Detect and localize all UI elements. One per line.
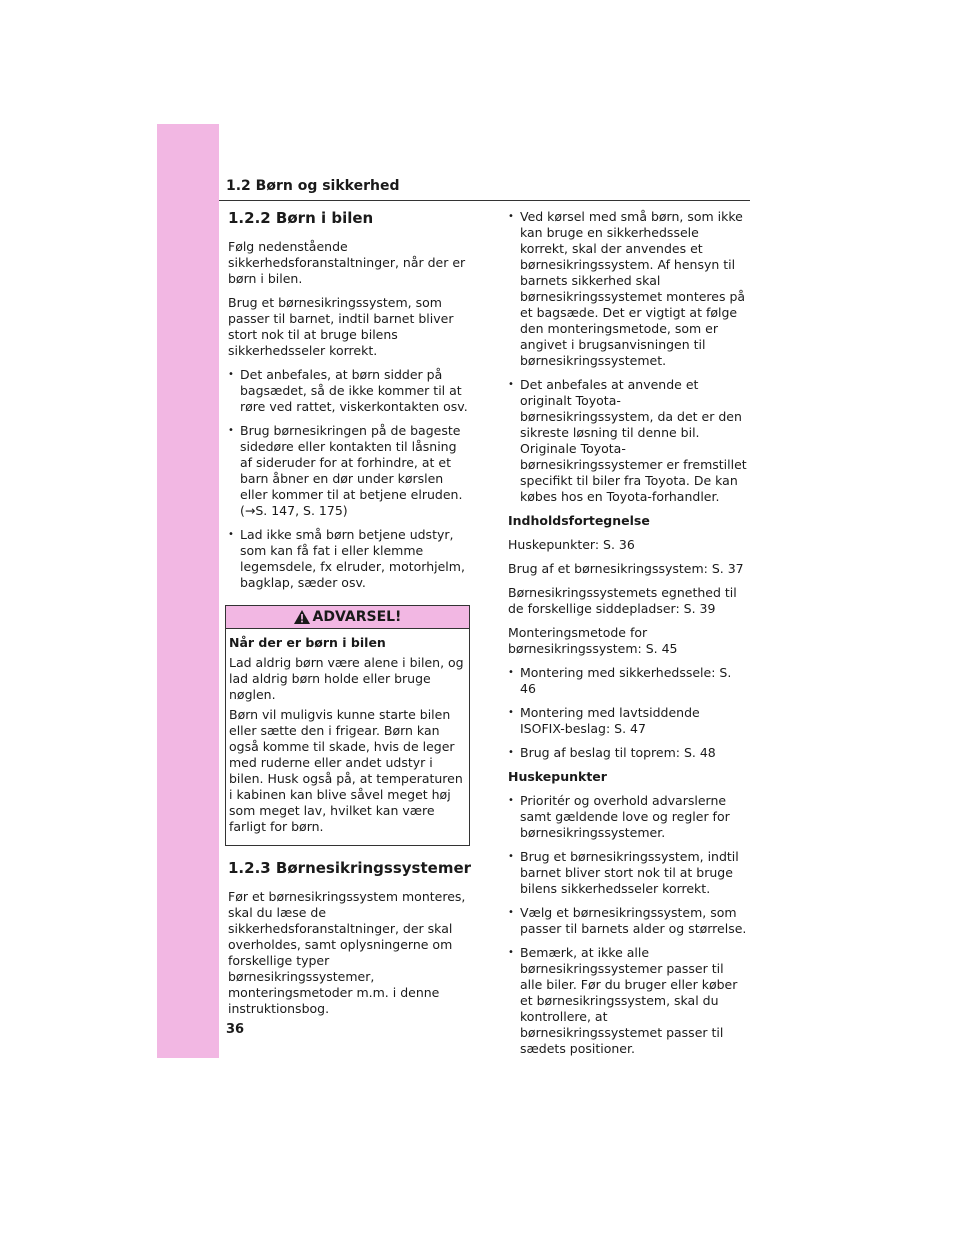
warning-text: Lad aldrig børn være alene i bilen, og lad aldrig børn holde eller bruge nøglen. bbox=[229, 655, 464, 702]
intro-paragraph-2: Brug et børnesikringssystem, som passer til barnet, indtil barnet bliver stort nok til at bruge bilens sikkerhedsseler korrekt. bbox=[228, 295, 454, 358]
toc-entry: Brug af et børnesikringssystem: S. 37 bbox=[508, 561, 744, 576]
warning-text: Børn vil muligvis kunne starte bilen eller sætte den i frigear. Børn kan også komme til skade, hvis de leger med ruderne eller andet udstyr i bilen. Husk også på, at temperaturen i kabinen kan blive såvel meget høj som meget lav, hvilket kan være farligt for børn. bbox=[229, 707, 463, 834]
toc-entry: Monteringsmetode for børnesikringssystem: S. 45 bbox=[508, 625, 678, 656]
list-item: • Brug et børnesikringssystem, indtil barnet bliver stort nok til at bruge bilens sikkerhedsseler korrekt. bbox=[508, 849, 748, 897]
list-item: • Bemærk, at ikke alle børnesikringssystemer passer til alle biler. Før du bruger eller køber et børnesikringssystem, skal du kontrollere, at børnesikringssystemet passer til sædets positioner. bbox=[508, 945, 748, 1057]
warning-header bbox=[226, 606, 469, 629]
right-bullet-list bbox=[508, 209, 748, 505]
warning-box bbox=[225, 605, 470, 846]
page-number: 36 bbox=[226, 1022, 245, 1037]
intro-paragraph: Følg nedenstående sikkerhedsforanstaltninger, når der er børn i bilen. bbox=[228, 239, 466, 286]
toc-title: Indholdsfortegnelse bbox=[508, 513, 650, 528]
section-title-born-i-bilen: 1.2.2 Børn i bilen bbox=[228, 209, 374, 227]
list-item: • Det anbefales, at børn sidder på bagsædet, så de ikke kommer til at røre ved rattet, viskerkontakten osv. bbox=[228, 367, 472, 415]
huskepunkter-title: Huskepunkter bbox=[508, 769, 607, 784]
toc-entry: Huskepunkter: S. 36 bbox=[508, 537, 635, 552]
warning-subtitle: Når der er børn i bilen bbox=[229, 635, 386, 650]
list-item: • Vælg et børnesikringssystem, som passer til barnets alder og størrelse. bbox=[508, 905, 748, 937]
toc-bullet-list bbox=[508, 665, 748, 761]
list-item: • Brug af beslag til toprem: S. 48 bbox=[508, 745, 748, 761]
list-item: • Brug børnesikringen på de bageste sidedøre eller kontakten til låsning af sideruder for at forhindre, at et barn åbner en dør under kørslen eller kommer til at betjene elruden. (→S. 147, S. 175) bbox=[228, 423, 472, 519]
section-title-bornesikringssystemer: 1.2.3 Børnesikringssystemer bbox=[228, 859, 472, 877]
header-rule bbox=[219, 200, 750, 201]
left-bullet-list bbox=[228, 367, 472, 591]
right-column bbox=[508, 209, 748, 1065]
list-item: • Ved kørsel med små børn, som ikke kan bruge en sikkerhedssele korrekt, skal der anvendes et børnesikringssystem. Af hensyn til barnets sikkerhed skal børnesikringssystemet monteres på et bagsæde. Det er vigtigt at følge den monteringsmetode, som er angivet i brugsanvisningen til børnesikringssystemet. bbox=[508, 209, 748, 369]
warning-triangle-icon bbox=[294, 610, 310, 624]
left-column bbox=[228, 208, 472, 1025]
list-item: • Det anbefales at anvende et originalt Toyota-børnesikringssystem, da det er den sikreste løsning til denne bil. Originale Toyota-børnesikringssystemer er fremstillet specifikt til biler fra Toyota. De kan købes hos en Toyota-forhandler. bbox=[508, 377, 748, 505]
intro-paragraph-3: Før et børnesikringssystem monteres, skal du læse de sikkerhedsforanstaltninger, der skal overholdes, samt oplysningerne om forskellige typer børnesikringssystemer, monteringsmetoder m.m. i denne instruktionsbog. bbox=[228, 889, 466, 1016]
list-item: • Montering med lavtsiddende ISOFIX-beslag: S. 47 bbox=[508, 705, 748, 737]
warning-body bbox=[226, 629, 469, 845]
section-header: 1.2 Børn og sikkerhed bbox=[226, 178, 400, 194]
warning-label: ADVARSEL! bbox=[312, 609, 402, 625]
list-item: • Prioritér og overhold advarslerne samt gældende love og regler for børnesikringssystemer. bbox=[508, 793, 748, 841]
list-item: • Montering med sikkerhedssele: S. 46 bbox=[508, 665, 748, 697]
huskepunkter-list bbox=[508, 793, 748, 1057]
side-color-band bbox=[157, 124, 219, 1058]
toc-entry: Børnesikringssystemets egnethed til de forskellige siddepladser: S. 39 bbox=[508, 585, 737, 616]
list-item: • Lad ikke små børn betjene udstyr, som kan få fat i eller klemme legemsdele, fx elruder, motorhjelm, bagklap, sæder osv. bbox=[228, 527, 472, 591]
